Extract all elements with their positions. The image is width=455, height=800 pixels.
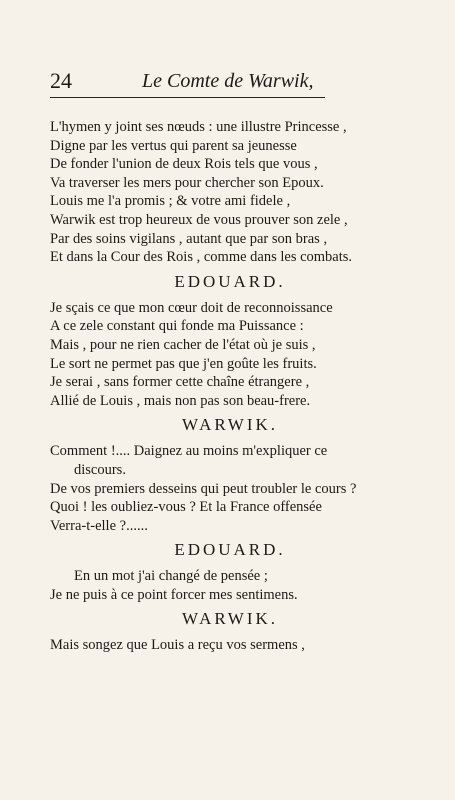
verse-line: Louis me l'a promis ; & votre ami fidele , bbox=[50, 193, 291, 210]
verse-line: En un mot j'ai changé de pensée ; bbox=[74, 568, 268, 585]
verse-line: discours. bbox=[74, 461, 126, 478]
verse-line: Quoi ! les oubliez-vous ? Et la France offensée bbox=[50, 499, 322, 516]
verse-line: Le sort ne permet pas que j'en goûte les fruits. bbox=[50, 355, 317, 372]
play-text bbox=[50, 118, 410, 655]
verse-line: L'hymen y joint ses nœuds : une illustre Princesse , bbox=[50, 119, 347, 135]
verse-line: Je sçais ce que mon cœur doit de reconnoissance bbox=[50, 299, 333, 316]
verse-line: De vos premiers desseins qui peut troubler le cours ? bbox=[50, 480, 357, 497]
verse-line: Par des soins vigilans , autant que par son bras , bbox=[50, 230, 328, 247]
verse-line: Mais songez que Louis a reçu vos sermens , bbox=[50, 637, 305, 654]
verse-line: Et dans la Cour des Rois , comme dans les combats. bbox=[50, 249, 353, 266]
verse-line: Allié de Louis , mais non pas son beau-frere. bbox=[50, 392, 311, 409]
running-head bbox=[50, 66, 330, 96]
header-rule bbox=[50, 97, 325, 98]
speaker-heading: EDOUARD. bbox=[174, 540, 286, 560]
verse-line: Warwik est trop heureux de vous prouver son zele , bbox=[50, 211, 348, 228]
page-number: 24 bbox=[50, 68, 72, 93]
running-title: Le Comte de Warwik, bbox=[142, 70, 314, 92]
verse-line: Va traverser les mers pour chercher son Epoux. bbox=[50, 174, 324, 191]
speaker-heading: EDOUARD. bbox=[174, 271, 286, 291]
verse-line: Je serai , sans former cette chaîne étrangere , bbox=[50, 374, 310, 391]
speaker-heading: WARWIK. bbox=[181, 609, 279, 629]
verse-line: Comment !.... Daignez au moins m'expliquer ce bbox=[50, 443, 328, 460]
verse-line: Je ne puis à ce point forcer mes sentimens. bbox=[50, 586, 298, 603]
verse-line: De fonder l'union de deux Rois tels que vous , bbox=[50, 156, 318, 173]
verse-line: Verra-t-elle ?...... bbox=[50, 517, 148, 534]
verse-line: A ce zele constant qui fonde ma Puissance : bbox=[50, 318, 304, 335]
verse-line: Digne par les vertus qui parent sa jeunesse bbox=[50, 137, 297, 154]
speaker-heading: WARWIK. bbox=[181, 415, 279, 435]
verse-line: Mais , pour ne rien cacher de l'état où je suis , bbox=[50, 336, 316, 353]
